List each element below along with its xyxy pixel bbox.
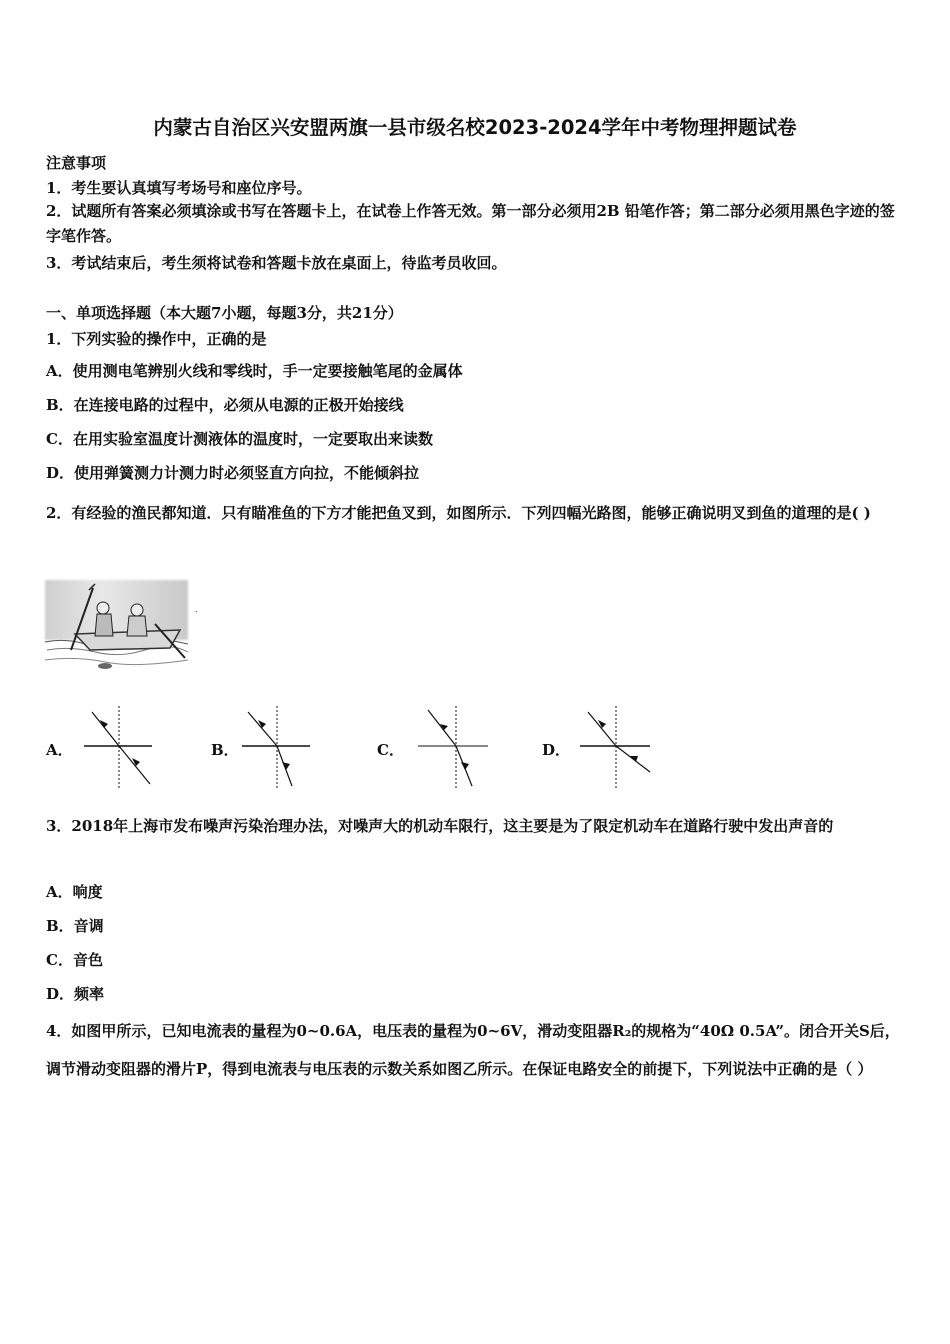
q1-option-b: B．在连接电路的过程中，必须从电源的正极开始接线 bbox=[46, 396, 404, 414]
light-path-diagram-c bbox=[418, 704, 492, 790]
light-path-diagram-a bbox=[82, 704, 156, 790]
notice-item-2: 2．试题所有答案必须填涂或书写在答题卡上，在试卷上作答无效。第一部分必须用2B 铅笔作答；第二部分必须用黑色字迹的签字笔作答。 bbox=[46, 202, 895, 245]
notice-item-3: 3．考试结束后，考生须将试卷和答题卡放在桌面上，待监考员收回。 bbox=[46, 254, 507, 272]
exam-title: 内蒙古自治区兴安盟两旗一县市级名校2023-2024学年中考物理押题试卷 bbox=[153, 116, 797, 139]
q1-option-d: D．使用弹簧测力计测力时必须竖直方向拉，不能倾斜拉 bbox=[46, 464, 420, 482]
svg-text:.: . bbox=[195, 605, 198, 614]
fisherman-illustration bbox=[45, 580, 198, 676]
q3-option-b: B．音调 bbox=[46, 917, 104, 935]
light-path-diagram-b bbox=[242, 704, 316, 790]
q3-option-a: A．响度 bbox=[46, 883, 103, 901]
notice-heading: 注意事项 bbox=[46, 154, 107, 172]
q1-stem: 1．下列实验的操作中，正确的是 bbox=[46, 330, 267, 348]
q1-option-c: C．在用实验室温度计测液体的温度时，一定要取出来读数 bbox=[46, 430, 433, 448]
notice-item-1: 1．考生要认真填写考场号和座位序号。 bbox=[46, 179, 312, 197]
q2-option-b-label: B． bbox=[211, 741, 239, 759]
q2-option-d-label: D． bbox=[542, 741, 571, 759]
q2-stem: 2．有经验的渔民都知道．只有瞄准鱼的下方才能把鱼叉到，如图所示．下列四幅光路图，能够正确说明叉到鱼的道理的是( ) bbox=[46, 504, 871, 522]
q2-option-a-label: A． bbox=[46, 741, 73, 759]
q3-option-d: D．频率 bbox=[46, 985, 105, 1003]
section-heading: 一、单项选择题（本大题7小题，每题3分，共21分） bbox=[46, 304, 403, 322]
q2-option-c-label: C． bbox=[377, 741, 404, 759]
q3-stem: 3．2018年上海市发布噪声污染治理办法，对噪声大的机动车限行，这主要是为了限定机动车在道路行驶中发出声音的 bbox=[46, 817, 834, 835]
q1-option-a: A．使用测电笔辨别火线和零线时，手一定要接触笔尾的金属体 bbox=[46, 362, 463, 380]
q4-stem: 4．如图甲所示，已知电流表的量程为0~0.6A，电压表的量程为0~6V，滑动变阻器R₂的规格为“40Ω 0.5A”。闭合开关S后，调节滑动变阻器的滑片P，得到电流表与电压表的示数关系如图乙所示。在保证电路安全的前提下，下列说法中正确的是（ ） bbox=[46, 1022, 900, 1078]
q3-option-c: C．音色 bbox=[46, 951, 103, 969]
light-path-diagram-d bbox=[580, 704, 654, 790]
